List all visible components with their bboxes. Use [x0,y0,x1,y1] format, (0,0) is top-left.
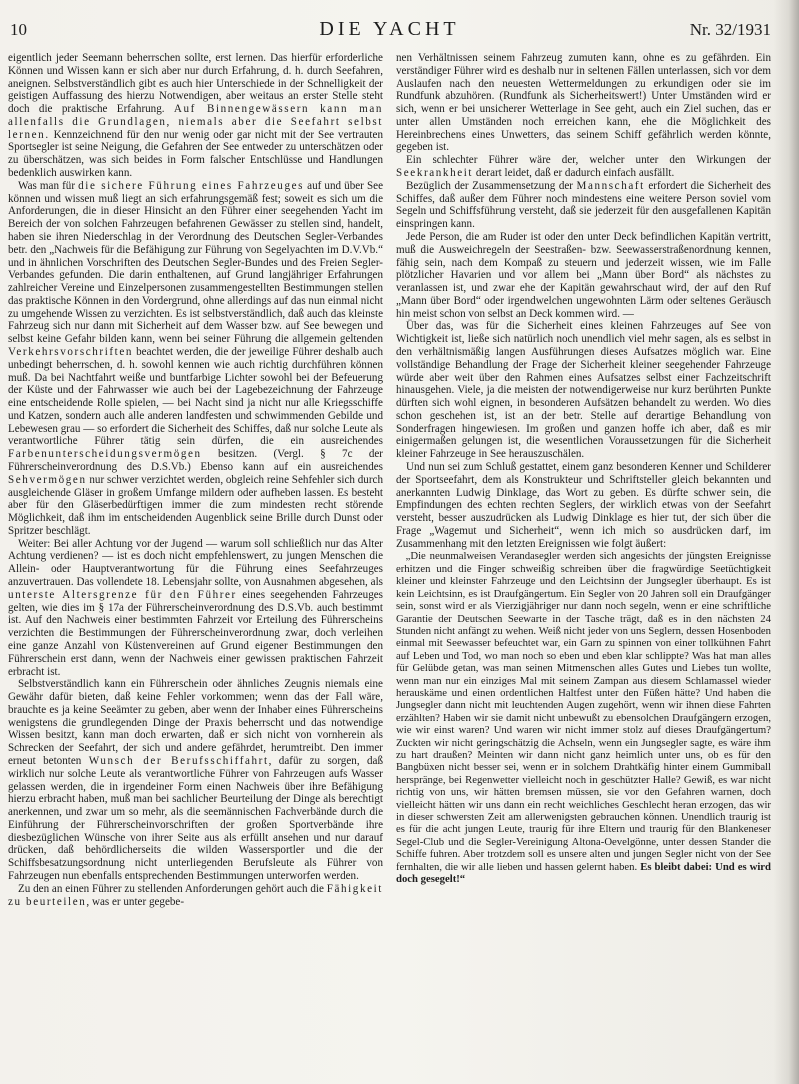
text-run: nur schwer verzichtet werden, obgleich reine Sehfehler sich durch ausgleichende Gläser in großem Umfange mildern oder aufheben lassen. Es besteht aber für den Gläserbedürftigen immer die zum mindesten recht störende Möglichkeit, daß ihm im entscheidenden Augenblick seine Brille durch Dunst oder Spritzer beschlägt. [8,473,383,537]
emphasis-text: Farbenunterscheidungsvermögen [8,448,202,461]
text-run: Bezüglich der Zusammensetzung der [405,179,577,192]
paragraph [8,52,383,180]
text-run: Und nun sei zum Schluß gestattet, einem ganz besonderen Kenner und Schilderer der Sportseefahrt, dem als Konstrukteur und Schriftsteller gleich bekannten und anerkannten Ludwig Dinklage, das Wort zu geben. Es dürfte schwer sein, die Empfindungen des echten rechten Seglers, der wirklich etwas von der Seefahrt versteht, besser auszudrücken als Ludwig Dinklage es hier tut, der sich über die Frage „Wagemut und Sicherheit“, wenn ich mich so ausdrücken darf, im Zusammenhang mit den letzten Ereignissen wie folgt äußert: [396,461,771,550]
emphasis-text: Mannschaft [576,179,645,192]
emphasis-text: Sehvermögen [8,473,87,486]
text-run: Weiter: Bei aller Achtung vor der Jugend — warum soll schließlich nur das Alter Achtung verdienen? — ist es doch nicht empfehlenswert, zu jungen Menschen die Allein- oder Hauptverantwortung für die Führung eines Seefahrzeuges anzuvertrauen. Das vollendete 18. Lebensjahr sollte, von Ausnahmen abgesehen, als [8,537,383,589]
text-run: Was man für [17,179,79,192]
emphasis-text: unterste Altersgrenze für den Führer [8,588,237,601]
emphasis-text: die sichere Führung eines Fahrzeuges [78,179,305,192]
text-run: eines seegehenden Fahrzeuges gelten, wie dies im § 17a der Führerscheinverordnung des D.S.Vb. auch bestimmt ist. Auf den Nachweis einer bestimmten Fahrzeit vor Erteilung des Führerscheins verzichten die Bestimmungen der Führerscheinverordnung zwar, doch verleihen eine ganze Anzahl von Küstenvereinen auf Grund eigener Bestimmungen den Führerschein erst dann, wenn der Nachweis einer gewissen praktischen Fahrzeit erbracht ist. [8,588,383,678]
paragraph [8,180,383,538]
text-run: eigentlich jeder Seemann beherrschen sollte, erst lernen. Das hierfür erforderliche Können und Wissen kann er sich aber nur durch Erfahrung, d. h. durch Seefahren, aneignen. Selbstverständlich gibt es auch hier Unterschiede in der Schnelligkeit der geistigen Auffassung des hierzu Notwendigen, aber weitaus an erster Stelle steht doch die praktische Erfahrung. [8,52,383,116]
emphasis-text: Verkehrsvorschriften [8,345,134,358]
text-run: erfordert die Sicherheit des Schiffes, daß außer dem Führer noch mindestens eine weitere Person soviel vom Segeln und Schiffsführung versteht, daß sie jederzeit für den ausgefallenen Kapitän einspringen kann. [396,179,771,231]
paragraph [396,52,771,154]
text-run: Kennzeichnend für den nur wenig oder gar nicht mit der See vertrauten Sportsegler ist seine Neigung, die Gefahren der See entweder zu unterschätzen oder zu überschätzen, was sich beides in Form falscher Entschlüsse und Handlungen bedenklich auswirken kann. [8,128,383,180]
paragraph [396,154,771,180]
issue-number: Nr. 32/1931 [689,20,771,39]
text-run: auf und über See können und wissen muß liegt an sich erfahrungsgemäß fest; soweit es sich um die Anforderungen, die in dieser Hinsicht an den Führer einer seegehenden Yacht im Bereich der von solchen Fahrzeugen befahrenen Gewässer zu stellen sind, handelt, haben sie ihren Niederschlag in der Verordnung des Deutschen Segler-Verbandes betr. den „Nachweis für die Befähigung zur Führung von Segelyachten im D.V.Vb.“ und in ähnlichen Vorschriften des Deutschen Segler-Bundes und des Freien Segler-Verbandes gefunden. Die darin enthaltenen, auf Grund langjähriger Erfahrungen zahlreicher Vereine und Einzelpersonen zusammengestellten Bestimmungen stellen das praktische Können in den Vordergrund, ohne allerdings auf das nun einmal nicht zu umgehende Wissen zu verzichten. Es ist selbstverständlich, daß auch das kleinste Fahrzeug sich nur dann mit Sicherheit auf dem Wasser bzw. auf See bewegen und selbst keine Gefahr bilden kann, wenn bei seiner Führung die allgemein geltenden [8,179,383,346]
right-column [396,52,771,1072]
emphasis-text: Seekrankheit [396,167,474,180]
quoted-paragraph [396,550,771,885]
page-edge-shadow [773,0,799,1084]
emphasis-text: Auf Binnengewässern kann man allenfalls die Grundlagen, niemals aber die Seefahrt selbst lernen. [8,103,383,141]
text-run: Ein schlechter Führer wäre der, welcher unter den Wirkungen der [405,154,771,167]
article-body [8,52,771,1072]
text-run: derart leidet, daß er dadurch einfach ausfällt. [473,167,675,180]
closing-bold-text: Es bleibt dabei: Und es wird doch gesegelt!“ [396,860,771,886]
text-run: Jede Person, die am Ruder ist oder den unter Deck befindlichen Kapitän vertritt, muß die Ausweichregeln der Seestraßen- bzw. Seewasserstraßenordnung kennen, fähig sein, nach dem Kompaß zu steuern und jederzeit wissen, wie im Falle plötzlicher Havarien und vor allem bei „Mann über Bord“ als nächstes zu veranlassen ist, und zwar ehe der Kapitän gewahrschaut wird, der auf den Ruf „Mann über Bord“ oder irgendwelchen ungewohnten Lärm oder seltenes Geräusch hin meist schon von selbst an Deck kommen wird. — [396,230,771,320]
paragraph [396,320,771,461]
text-run: , was er unter gegebe- [86,895,185,908]
paragraph [396,461,771,550]
text-run: Über das, was für die Sicherheit eines kleinen Fahrzeuges auf See von Wichtigkeit ist, ließe sich natürlich noch unendlich viel mehr sagen, als es selbst in den verhältnismäßig langen Ausführungen dieses Aufsatzes möglich war. Eine vollständige Behandlung der Frage der Sicherheit kleiner seegehender Fahrzeuge würde aber weit über den Rahmen eines Aufsatzes selbst einer Fachzeitschrift hinausgehen. Viele, ja die meisten der notwendigerweise nur kurz berührten Punkte dürften sich wohl eignen, in besonderen Aufsätzen behandelt zu werden. Wo dies schon geschehen ist, ist an der betr. Stelle auf derartige Behandlung von Sonderfragen hingewiesen. Im großen und ganzen hoffe ich aber, daß es mir einigermaßen gelungen ist, die wesentlichen Voraussetzungen für die Sicherheit kleiner Fahrzeuge in See herauszuschälen. [396,320,771,461]
text-run: „Die neunmalweisen Verandasegler werden sich angesichts der jüngsten Ereignisse erhitzen und die Finger schweißig schreiben über die fragwürdige Seetüchtigkeit kleiner und kleinster Fahrzeuge und den Leichtsinn der Jungsegler überhaupt. Es ist kein Leichtsinn, es ist Draufgängertum. Ein Segler von 20 Jahren soll ein Draufgänger sein, sonst wird er als Vierzigjähriger nur dann noch segeln, wenn er eine schriftliche Garantie der Deutschen Seewarte in der Tasche trägt, daß es in den nächsten 24 Stunden nicht anfängt zu wehen. Weiß nicht jeder von uns Seglern, dessen Hosenboden einmal mit Seewasser befeuchtet war, ein Garn zu spinnen von einer tollkühnen Fahrt auf Leben und Tod, wo man noch so eben und eben klar schlippte? Was hat man alles für Gelübde getan, was man seinen Mitmenschen alles Gutes und Liebes tun wollte, wenn man nur ein einziges Mal mit seinem Zampan aus diesem Schlamassel wieder herauskäme und einen ordentlichen Haltfest unter den Füßen hätte? Und haben die Jungsegler dann nicht mit leuchtenden Augen zugehört, wenn wir ihnen diese Fahrten erzählten? Haben wir sie damit nicht unbewußt zu ebensolchen Draufgängern erzogen, wie wir einst waren? Und waren wir nicht immer stolz auf dieses Draufgängertum? Zuckten wir nicht geringschätzig die Achseln, wenn ein Jungsegler sagte, es wäre ihm zu hart draußen? Meinten wir dann nicht ganz heimlich unter uns, ob es für den Bangbüxen nicht besser sei, wenn er in solchem Drahtkäfig hinter einem Gummiball hersprängе, bei Regenwetter vielleicht noch in geschützter Halle? Gewiß, es war nicht richtig von uns, wir hätten bremsen müssen, sie vor den Gefahren warnen, doch vielleicht hätten wir uns dann ein recht weichliches Geschlecht heran erzogen, das wir in dieser schwersten Zeit am allerwenigsten gebrauchen können. Unendlich traurig ist es für die acht jungen Leute, traurig für ihre Eltern und traurig für den Blankeneser Segel-Club und die Segler-Vereinigung Altona-Oevelgönne, unter dessen Stander die Schiffe fuhren. Aber trotzdem soll es unsere alten und jungen Segler nicht von der See fernhalten, die wir alle lieben und hassen gelernt haben. [396,550,771,873]
left-column [8,52,383,1072]
page-header [8,20,771,46]
paragraph [8,883,383,909]
text-run: Zu den an einen Führer zu stellenden Anforderungen gehört auch die [17,882,327,895]
text-run: , dafür zu sorgen, daß wirklich nur solche Leute als verantwortliche Führer von Fahrzeugen aufs Wasser gelassen werden, die in irgendeiner Form einen Nachweis über ihre Befähigung hierzu erbracht haben, muß man bei sachlicher Beurteilung der Dinge als berechtigt anerkennen, und zwar um so mehr, als die seemännischen Fachverbände durch die Einführung der Führerscheinvorschriften der großen Sportverbände ihre diesbezüglichen Wünsche von ihrer Seite aus als erfüllt ansehen und nur darauf drücken, daß behördlicherseits die wilden Wassersportler und die der Schiffsbesatzungsordnung nicht unterliegenden Berufsleute als Führer von Fahrzeugen nun ebenfalls entsprechenden Bestimmungen unterworfen werden. [8,754,383,882]
paragraph [8,678,383,883]
page-number: 10 [10,20,27,39]
journal-title: DIE YACHT [319,18,460,40]
emphasis-text: Fähigkeit zu beurteilen [8,882,383,908]
paragraph [396,231,771,320]
text-run: beachtet werden, die der jeweilige Führer deshalb auch unbedingt beherrschen, d. h. sowohl kennen wie auch richtig durchführen können muß. Da bei Nachtfahrt weiße und buntfarbige Lichter sowohl bei der Befeuerung der Küste und der Fahrwasser wie auch bei der Lagebezeichnung der Fahrzeuge eine entscheidende Rolle spielen, — bei Nacht sind ja nicht nur alle Kriegsschiffe und Katzen, sondern auch alle anderen landfesten und schwimmenden Gebilde und Lebewesen grau — so erfordert die Sicherheit des Schiffes, daß nur solche Leute als verantwortliche Führer tätig sein dürfen, die ein ausreichendes [8,345,383,448]
emphasis-text: Wunsch der Berufsschiffahrt [88,754,269,767]
paragraph [8,538,383,679]
text-run: besitzen. (Vergl. § 7c der Führerscheinverordnung des D.S.Vb.) Ebenso kann auf ein ausreichendes [8,448,383,473]
text-run: nen Verhältnissen seinem Fahrzeug zumuten kann, ohne es zu gefährden. Ein verständiger Führer wird es deshalb nur in seltenen Fällen unterlassen, sich vor dem Auslaufen nach den neuesten Wettermeldungen zu erkundigen oder sie im Rundfunk abzuhören. (Rundfunk als Sicherheitswert!) Unter Umständen wird er sich, wenn er bei unsicherer Wetterlage in See geht, auch ein Ziel suchen, das er unter allen Umständen noch erreichen kann, ehe die Möglichkeit des Hereinbrechens eines Unwetters, das seinem Schiff gefährlich werden könnte, gegeben ist. [396,52,771,154]
paragraph [396,180,771,231]
text-run: Selbstverständlich kann ein Führerschein oder ähnliches Zeugnis niemals eine Gewähr dafür bieten, daß keine Fehler vorkommen; wenn das der Fall wäre, brauchte es ja keine Seeämter zu geben, aber wenn der Inhaber eines Führerscheins wenigstens die grundlegenden Dinge der Praxis beherrscht und das notwendige Wissen besitzt, kann man doch erwarten, daß er sich nicht von vornherein als Schrecken der Seefahrt, der sich und andere gefährdet, herumtreibt. Den immer erneut betonten [8,678,383,767]
